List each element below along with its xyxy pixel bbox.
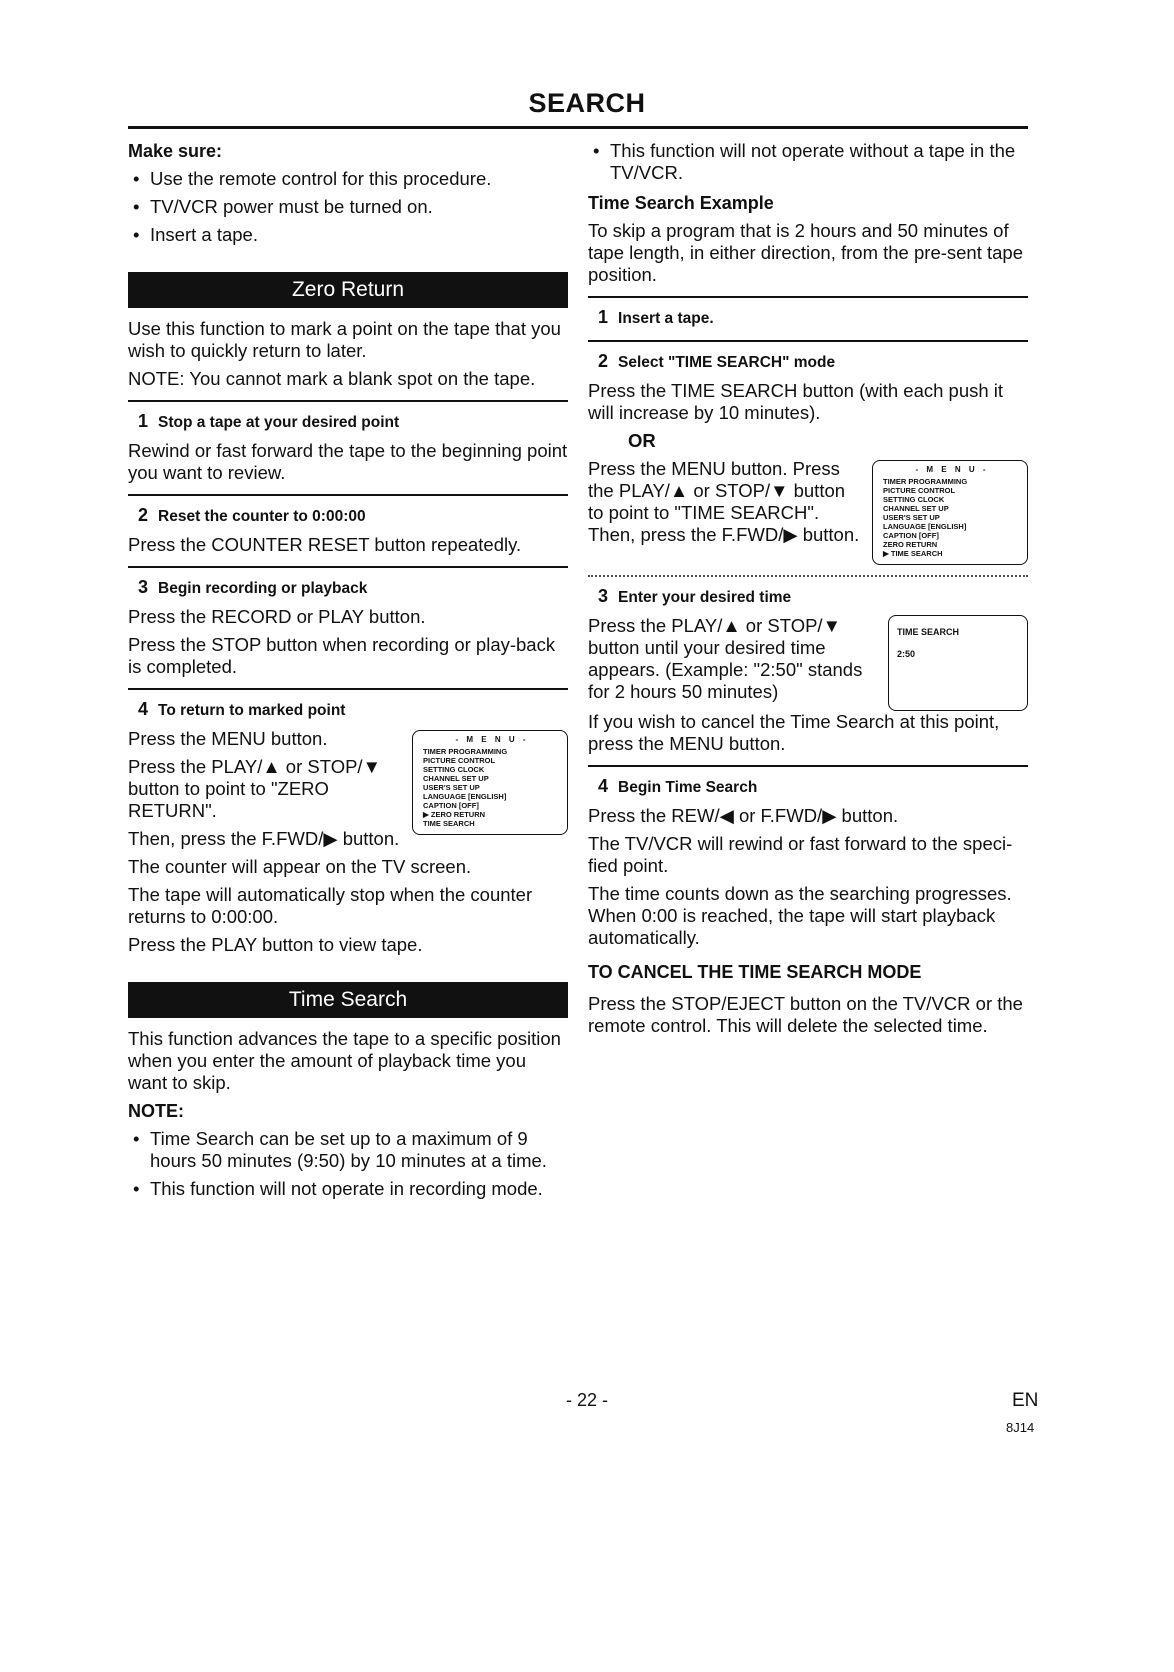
- menu-item: USER'S SET UP: [883, 513, 940, 522]
- step-4-body-2: Press the PLAY/▲ or STOP/▼ button to point to "ZERO RETURN".: [128, 756, 381, 821]
- divider: [128, 688, 568, 690]
- menu-item: TIMER PROGRAMMING: [883, 477, 968, 486]
- left-column: [128, 140, 568, 1208]
- right-bullet-list: [588, 140, 1028, 184]
- language-code: EN: [1012, 1390, 1039, 1411]
- list-item: • This function will not operate in recording mode.: [128, 1178, 568, 1200]
- divider: [128, 566, 568, 568]
- zero-return-header: Zero Return: [128, 272, 568, 308]
- step-3-body-2: Press the STOP button when recording or play-back is completed.: [128, 634, 556, 677]
- ts-step-4-body: Press the REW/◀ or F.FWD/▶ button.: [588, 805, 899, 826]
- menu-item: ZERO RETURN: [883, 540, 938, 549]
- menu-item: LANGUAGE [ENGLISH]: [423, 792, 507, 801]
- menu-item: USER'S SET UP: [423, 783, 480, 792]
- menu-item-selected: ▶ ZERO RETURN: [423, 810, 486, 819]
- list-item: • Insert a tape.: [128, 224, 568, 246]
- title-rule: [128, 126, 1028, 129]
- ts-step-2-body-2: Press the MENU button. Press the PLAY/▲ or STOP/▼ button to point to "TIME SEARCH". Then, press the F.FWD/▶ button.: [588, 458, 860, 545]
- cancel-heading: TO CANCEL THE TIME SEARCH MODE: [588, 962, 922, 982]
- menu-item: TIMER PROGRAMMING: [423, 747, 508, 756]
- menu-item: LANGUAGE [ENGLISH]: [883, 522, 967, 531]
- ts-step-4-body-2: The TV/VCR will rewind or fast forward to the speci-fied point.: [588, 833, 1013, 876]
- ts-step-1-title: 1 Insert a tape.: [598, 307, 714, 327]
- time-search-header: Time Search: [128, 982, 568, 1018]
- document-code: 8J14: [1006, 1420, 1035, 1435]
- divider: [588, 575, 1028, 577]
- list-item: • TV/VCR power must be turned on.: [128, 196, 568, 218]
- ts-step-4-title: 4 Begin Time Search: [598, 776, 758, 796]
- ts-step-3-content: [588, 615, 1028, 711]
- ts-step-4-body-3: The time counts down as the searching progresses. When 0:00 is reached, the tape will start playback automatically.: [588, 883, 1012, 948]
- menu-item: PICTURE CONTROL: [883, 486, 956, 495]
- divider: [588, 296, 1028, 298]
- step-1-title: 1 Stop a tape at your desired point: [138, 411, 400, 431]
- time-search-intro: This function advances the tape to a specific position when you enter the amount of playback time you want to skip.: [128, 1028, 561, 1093]
- example-heading: Time Search Example: [588, 193, 774, 213]
- step-4-content: [128, 728, 568, 856]
- menu-screen-zero-return: - M E N U - TIMER PROGRAMMING PICTURE CONTROL SETTING CLOCK CHANNEL SET UP USER'S SET UP LANGUAGE [ENGLISH] CAPTION [OFF] ▶ ZERO RETURN TIME SEARCH: [412, 730, 568, 835]
- make-sure-list: [128, 168, 568, 246]
- example-body: To skip a program that is 2 hours and 50 minutes of tape length, in either direction, from the pre-sent tape position.: [588, 220, 1024, 285]
- step-4-title: 4 To return to marked point: [138, 699, 346, 719]
- note-list: [128, 1128, 568, 1200]
- ts-step-3-body: Press the PLAY/▲ or STOP/▼ button until your desired time appears. (Example: "2:50" stands for 2 hours 50 minutes): [588, 615, 863, 702]
- menu-item: PICTURE CONTROL: [423, 756, 496, 765]
- menu-item-selected: ▶ TIME SEARCH: [883, 549, 943, 558]
- divider: [588, 765, 1028, 767]
- after-text-3: Press the PLAY button to view tape.: [128, 934, 423, 955]
- note-heading: NOTE:: [128, 1101, 184, 1121]
- divider: [128, 494, 568, 496]
- page-title: SEARCH: [528, 88, 646, 118]
- step-3-body: Press the RECORD or PLAY button.: [128, 606, 426, 627]
- list-item: • Time Search can be set up to a maximum of 9 hours 50 minutes (9:50) by 10 minutes at a time.: [128, 1128, 568, 1172]
- menu-item: TIME SEARCH: [423, 819, 475, 828]
- divider: [128, 400, 568, 402]
- list-item: • Use the remote control for this procedure.: [128, 168, 568, 190]
- step-3-title: 3 Begin recording or playback: [138, 577, 368, 597]
- step-4-body: Press the MENU button.: [128, 728, 328, 749]
- step-1-body: Rewind or fast forward the tape to the beginning point you want to review.: [128, 440, 568, 483]
- menu-screen-time-search: - M E N U - TIMER PROGRAMMING PICTURE CONTROL SETTING CLOCK CHANNEL SET UP USER'S SET UP LANGUAGE [ENGLISH] CAPTION [OFF] ZERO RETURN ▶ TIME SEARCH: [872, 460, 1028, 565]
- ts-step-3-title: 3 Enter your desired time: [598, 586, 792, 606]
- ts-step-2-title: 2 Select "TIME SEARCH" mode: [598, 351, 836, 371]
- list-item: • This function will not operate without a tape in the TV/VCR.: [588, 140, 1028, 184]
- menu-item: CHANNEL SET UP: [423, 774, 489, 783]
- zero-return-note: NOTE: You cannot mark a blank spot on the tape.: [128, 368, 536, 389]
- after-text-1: The counter will appear on the TV screen.: [128, 856, 472, 877]
- screen-value: 2:50: [897, 649, 916, 659]
- divider: [588, 340, 1028, 342]
- page-number: - 22 -: [565, 1390, 608, 1410]
- right-column: [588, 140, 1028, 1043]
- screen-label: TIME SEARCH: [897, 627, 960, 637]
- or-label: OR: [628, 430, 656, 451]
- zero-return-intro: Use this function to mark a point on the tape that you wish to quickly return to later.: [128, 318, 561, 361]
- step-2-body: Press the COUNTER RESET button repeatedly.: [128, 534, 522, 555]
- menu-item: SETTING CLOCK: [423, 765, 485, 774]
- step-2-title: 2 Reset the counter to 0:00:00: [138, 505, 366, 525]
- make-sure-heading: Make sure:: [128, 141, 223, 161]
- ts-step-3-body-2: If you wish to cancel the Time Search at this point, press the MENU button.: [588, 711, 1000, 754]
- cancel-body: Press the STOP/EJECT button on the TV/VCR or the remote control. This will delete the selected time.: [588, 993, 1023, 1036]
- menu-item: CHANNEL SET UP: [883, 504, 949, 513]
- menu-item: SETTING CLOCK: [883, 495, 945, 504]
- menu-item: CAPTION [OFF]: [883, 531, 939, 540]
- step-4-body-3: Then, press the F.FWD/▶ button.: [128, 828, 400, 849]
- menu-item: CAPTION [OFF]: [423, 801, 479, 810]
- after-text-2: The tape will automatically stop when the counter returns to 0:00:00.: [128, 884, 533, 927]
- tv-screen-time-search: [888, 615, 1028, 711]
- ts-step-2-content: [588, 458, 1028, 565]
- ts-step-2-body: Press the TIME SEARCH button (with each push it will increase by 10 minutes).: [588, 380, 1004, 423]
